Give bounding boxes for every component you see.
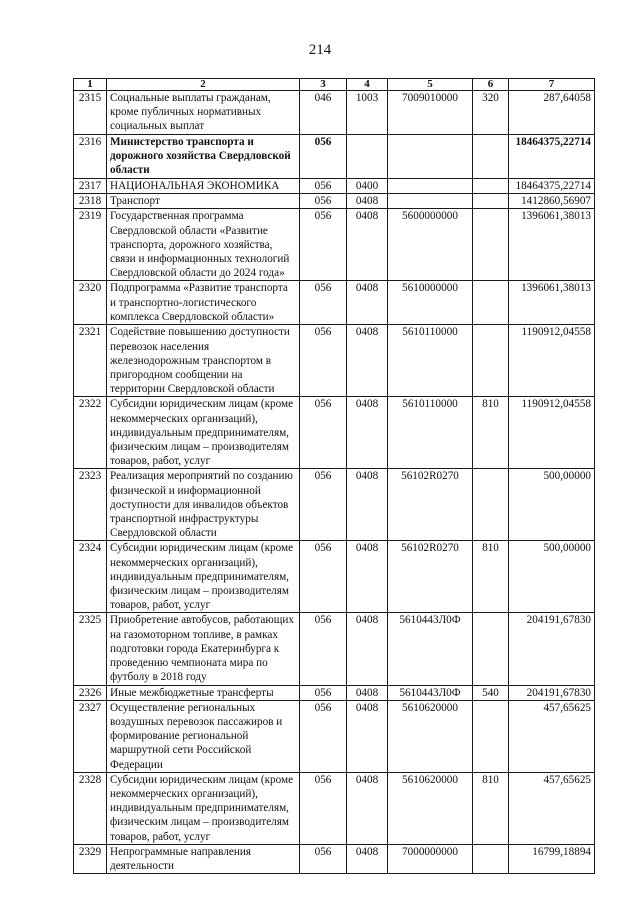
target-code-cell: 5610443Л0Ф	[388, 613, 473, 685]
target-code-cell: 5610110000	[388, 397, 473, 469]
expense-type-cell	[473, 194, 509, 209]
expense-type-cell	[473, 325, 509, 397]
amount-cell: 1190912,04558	[509, 397, 595, 469]
target-code-cell: 56102R0270	[388, 469, 473, 541]
amount-cell: 1396061,38013	[509, 209, 595, 281]
column-header: 4	[347, 79, 388, 91]
target-code-cell: 5610443Л0Ф	[388, 685, 473, 700]
amount-cell: 204191,67830	[509, 613, 595, 685]
item-name-cell: Социальные выплаты гражданам, кроме публичных нормативных социальных выплат	[107, 91, 300, 135]
section-code-cell: 0408	[347, 194, 388, 209]
expense-type-cell	[473, 700, 509, 772]
section-code-cell: 0400	[347, 179, 388, 194]
table-row	[74, 194, 595, 209]
row-number-cell: 2320	[74, 281, 107, 325]
row-number-cell: 2317	[74, 179, 107, 194]
row-number-cell: 2327	[74, 700, 107, 772]
target-code-cell: 5600000000	[388, 209, 473, 281]
expense-type-cell	[473, 281, 509, 325]
column-header: 6	[473, 79, 509, 91]
ministry-code-cell: 056	[300, 281, 347, 325]
row-number-cell: 2319	[74, 209, 107, 281]
ministry-code-cell: 056	[300, 613, 347, 685]
target-code-cell: 5610000000	[388, 281, 473, 325]
table-row	[74, 91, 595, 135]
amount-cell: 500,00000	[509, 541, 595, 613]
amount-cell: 18464375,22714	[509, 135, 595, 179]
budget-table	[73, 78, 595, 874]
section-code-cell: 0408	[347, 700, 388, 772]
amount-cell: 457,65625	[509, 772, 595, 844]
table-row	[74, 685, 595, 700]
expense-type-cell	[473, 179, 509, 194]
table-row	[74, 281, 595, 325]
ministry-code-cell: 056	[300, 135, 347, 179]
ministry-code-cell: 056	[300, 325, 347, 397]
target-code-cell: 5610620000	[388, 772, 473, 844]
item-name-cell: Иные межбюджетные трансферты	[107, 685, 300, 700]
amount-cell: 287,64058	[509, 91, 595, 135]
expense-type-cell	[473, 135, 509, 179]
ministry-code-cell: 056	[300, 700, 347, 772]
section-code-cell: 0408	[347, 281, 388, 325]
item-name-cell: Непрограммные направления деятельности	[107, 844, 300, 873]
item-name-cell: Субсидии юридическим лицам (кроме некоммерческих организаций), индивидуальным предпринимателям, физическим лицам – производителям товаров, работ, услуг	[107, 541, 300, 613]
expense-type-cell	[473, 469, 509, 541]
item-name-cell: Осуществление региональных воздушных перевозок пассажиров и формирование региональной маршрутной сети Российской Федерации	[107, 700, 300, 772]
expense-type-cell: 540	[473, 685, 509, 700]
row-number-cell: 2326	[74, 685, 107, 700]
item-name-cell: Содействие повышению доступности перевозок населения железнодорожным транспортом в пригородном сообщении на территории Свердловской области	[107, 325, 300, 397]
table-row	[74, 844, 595, 873]
section-code-cell: 0408	[347, 685, 388, 700]
ministry-code-cell: 056	[300, 772, 347, 844]
table-row	[74, 541, 595, 613]
table-row	[74, 209, 595, 281]
expense-type-cell	[473, 209, 509, 281]
amount-cell: 500,00000	[509, 469, 595, 541]
table-row	[74, 325, 595, 397]
ministry-code-cell: 056	[300, 397, 347, 469]
table-row	[74, 772, 595, 844]
column-header: 7	[509, 79, 595, 91]
section-code-cell: 0408	[347, 469, 388, 541]
page-number: 214	[308, 42, 332, 58]
section-code-cell: 0408	[347, 844, 388, 873]
section-code-cell: 1003	[347, 91, 388, 135]
target-code-cell: 5610110000	[388, 325, 473, 397]
amount-cell: 1190912,04558	[509, 325, 595, 397]
item-name-cell: Подпрограмма «Развитие транспорта и транспортно-логистического комплекса Свердловской области»	[107, 281, 300, 325]
table-header-row	[74, 79, 595, 91]
target-code-cell	[388, 135, 473, 179]
table-row	[74, 469, 595, 541]
ministry-code-cell: 056	[300, 541, 347, 613]
amount-cell: 18464375,22714	[509, 179, 595, 194]
row-number-cell: 2318	[74, 194, 107, 209]
section-code-cell: 0408	[347, 209, 388, 281]
ministry-code-cell: 046	[300, 91, 347, 135]
target-code-cell: 5610620000	[388, 700, 473, 772]
row-number-cell: 2328	[74, 772, 107, 844]
item-name-cell: НАЦИОНАЛЬНАЯ ЭКОНОМИКА	[107, 179, 300, 194]
table-body	[74, 91, 595, 874]
target-code-cell: 7000000000	[388, 844, 473, 873]
target-code-cell	[388, 179, 473, 194]
item-name-cell: Субсидии юридическим лицам (кроме некоммерческих организаций), индивидуальным предпринимателям, физическим лицам – производителям товаров, работ, услуг	[107, 397, 300, 469]
row-number-cell: 2315	[74, 91, 107, 135]
table-row	[74, 700, 595, 772]
section-code-cell	[347, 135, 388, 179]
section-code-cell: 0408	[347, 772, 388, 844]
section-code-cell: 0408	[347, 397, 388, 469]
item-name-cell: Реализация мероприятий по созданию физической и информационной доступности для инвалидов объектов транспортной инфраструктуры Свердловской области	[107, 469, 300, 541]
expense-type-cell: 810	[473, 541, 509, 613]
section-code-cell: 0408	[347, 325, 388, 397]
expense-type-cell: 810	[473, 772, 509, 844]
item-name-cell: Приобретение автобусов, работающих на газомоторном топливе, в рамках подготовки города Екатеринбурга к проведению чемпионата мира по футболу в 2018 году	[107, 613, 300, 685]
table-row	[74, 179, 595, 194]
item-name-cell: Министерство транспорта и дорожного хозяйства Свердловской области	[107, 135, 300, 179]
column-header: 2	[107, 79, 300, 91]
ministry-code-cell: 056	[300, 844, 347, 873]
expense-type-cell: 810	[473, 397, 509, 469]
item-name-cell: Государственная программа Свердловской области «Развитие транспорта, дорожного хозяйства, связи и информационных технологий Свердловской области до 2024 года»	[107, 209, 300, 281]
target-code-cell	[388, 194, 473, 209]
table-row	[74, 613, 595, 685]
row-number-cell: 2329	[74, 844, 107, 873]
row-number-cell: 2321	[74, 325, 107, 397]
ministry-code-cell: 056	[300, 685, 347, 700]
amount-cell: 1396061,38013	[509, 281, 595, 325]
amount-cell: 457,65625	[509, 700, 595, 772]
row-number-cell: 2325	[74, 613, 107, 685]
expense-type-cell	[473, 613, 509, 685]
column-header: 1	[74, 79, 107, 91]
ministry-code-cell: 056	[300, 209, 347, 281]
expense-type-cell: 320	[473, 91, 509, 135]
row-number-cell: 2316	[74, 135, 107, 179]
column-header: 3	[300, 79, 347, 91]
ministry-code-cell: 056	[300, 179, 347, 194]
amount-cell: 204191,67830	[509, 685, 595, 700]
table-row	[74, 397, 595, 469]
target-code-cell: 56102R0270	[388, 541, 473, 613]
row-number-cell: 2322	[74, 397, 107, 469]
section-code-cell: 0408	[347, 541, 388, 613]
row-number-cell: 2323	[74, 469, 107, 541]
row-number-cell: 2324	[74, 541, 107, 613]
ministry-code-cell: 056	[300, 194, 347, 209]
ministry-code-cell: 056	[300, 469, 347, 541]
column-header: 5	[388, 79, 473, 91]
amount-cell: 1412860,56907	[509, 194, 595, 209]
target-code-cell: 7009010000	[388, 91, 473, 135]
section-code-cell: 0408	[347, 613, 388, 685]
item-name-cell: Субсидии юридическим лицам (кроме некоммерческих организаций), индивидуальным предпринимателям, физическим лицам – производителям товаров, работ, услуг	[107, 772, 300, 844]
expense-type-cell	[473, 844, 509, 873]
table-row	[74, 135, 595, 179]
item-name-cell: Транспорт	[107, 194, 300, 209]
amount-cell: 16799,18894	[509, 844, 595, 873]
